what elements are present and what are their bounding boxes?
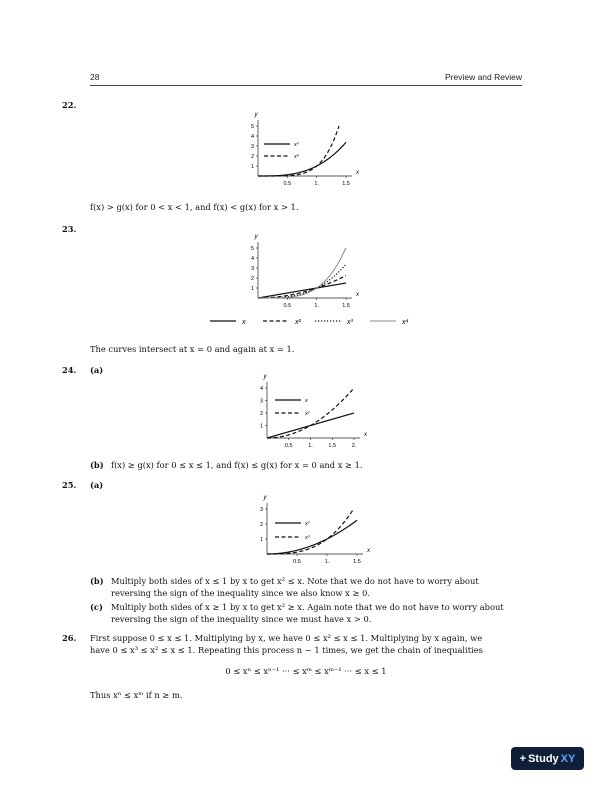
legend-label: x	[305, 398, 308, 404]
problem-25-part-b-text: Multiply both sides of x ≤ 1 by x to get x² ≤ x. Note that we do not have to worry about reversing the sign of the inequality since we also know x ≥ 0.	[111, 576, 479, 598]
y-tick-label: 1	[250, 286, 254, 292]
y-tick-label: 4	[250, 256, 254, 262]
brand-name-study: Study	[528, 752, 559, 765]
problem-25-part-b: (b)	[90, 576, 104, 586]
y-tick-label: 1	[259, 537, 263, 543]
y-tick-label: 3	[250, 144, 254, 150]
legend-label: x³	[294, 142, 299, 148]
problem-26-conclusion: Thus xⁿ ≤ xᵐ if n ≥ m.	[90, 690, 183, 700]
legend-label: x	[242, 319, 246, 326]
y-tick-label: 1	[259, 423, 263, 430]
x-tick-label: 1.5	[342, 303, 350, 309]
y-tick-label: 5	[250, 246, 254, 252]
legend-label: x⁵	[294, 154, 300, 160]
chart-25	[255, 486, 380, 568]
y-tick-label: 2	[250, 154, 254, 160]
problem-25-number: 25.	[62, 480, 77, 490]
legend-label: x³	[347, 319, 353, 326]
running-header: Preview and Review	[444, 72, 522, 82]
series-line	[258, 283, 346, 298]
y-tick-label: 3	[259, 398, 263, 405]
series-line	[267, 388, 354, 438]
legend-label: x²	[305, 411, 310, 417]
y-axis-label: y	[254, 234, 258, 240]
legend-label: x³	[305, 535, 310, 541]
x-tick-label: 0.5	[293, 559, 301, 565]
x-tick-label: 2.	[351, 443, 357, 449]
x-tick-label: 1.	[314, 181, 319, 187]
studyxy-logo	[511, 747, 584, 770]
y-tick-label: 1	[250, 164, 254, 170]
problem-26-number: 26.	[62, 633, 77, 643]
x-tick-label: 1.	[308, 443, 313, 449]
series-line	[267, 520, 357, 554]
x-tick-label: 0.5	[283, 181, 292, 187]
series-line	[258, 264, 346, 298]
x-axis-label: x	[367, 548, 370, 554]
y-axis-label: y	[263, 495, 267, 501]
legend-label: x⁴	[402, 319, 409, 326]
x-tick-label: 1.	[314, 303, 319, 309]
y-tick-label: 2	[259, 411, 263, 417]
y-axis-label: y	[263, 374, 267, 380]
plus-icon: +	[519, 752, 527, 765]
chart-23	[240, 230, 375, 315]
x-tick-label: 1.	[324, 559, 330, 565]
problem-24-part-b-text: f(x) ≥ g(x) for 0 ≤ x ≤ 1, and f(x) ≤ g(x) for x = 0 and x ≥ 1.	[111, 460, 363, 470]
problem-25-part-c-text: Multiply both sides of x ≥ 1 by x to get x² ≥ x. Again note that we do not have to worry about reversing the sign of the inequality since we must have x > 0.	[111, 602, 504, 624]
y-tick-label: 5	[250, 124, 254, 130]
y-tick-label: 2	[250, 276, 254, 282]
y-axis-label: y	[254, 112, 258, 118]
x-axis-label: x	[356, 170, 360, 176]
y-tick-label: 3	[250, 266, 254, 272]
brand-name-xy: XY	[560, 752, 576, 765]
y-tick-label: 4	[259, 386, 263, 392]
x-axis-label: x	[356, 292, 360, 298]
problem-25-part-c: (c)	[90, 602, 103, 612]
series-line	[258, 142, 346, 176]
chart-23-legend	[205, 313, 425, 329]
x-tick-label: 0.5	[284, 443, 293, 449]
problem-22-statement: f(x) > g(x) for 0 < x < 1, and f(x) < g(x) for x > 1.	[90, 202, 299, 212]
chart-24	[255, 370, 380, 452]
problem-24-number: 24.	[62, 365, 77, 375]
problem-24-part-b: (b)	[90, 460, 104, 470]
legend-label: x²	[305, 521, 310, 527]
x-tick-label: 1.5	[328, 443, 337, 449]
problem-22-number: 22.	[62, 100, 77, 110]
problem-24-part-a: (a)	[90, 365, 104, 375]
problem-23-statement: The curves intersect at x = 0 and again at x = 1.	[90, 344, 295, 354]
problem-26-line-2: have 0 ≤ x³ ≤ x² ≤ x ≤ 1. Repeating this process n − 1 times, we get the chain of inequalities	[90, 645, 483, 655]
chart-22	[240, 112, 375, 197]
page-number: 28	[90, 72, 100, 82]
problem-26-line-1: First suppose 0 ≤ x ≤ 1. Multiplying by x, we have 0 ≤ x² ≤ x ≤ 1. Multiplying by x again, we	[90, 633, 483, 643]
header-rule	[90, 85, 522, 86]
y-tick-label: 2	[259, 522, 263, 528]
x-axis-label: x	[364, 432, 367, 438]
problem-23-number: 23.	[62, 224, 77, 234]
series-line	[258, 126, 339, 176]
y-tick-label: 3	[259, 507, 263, 513]
problem-26-equation: 0 ≤ xⁿ ≤ xⁿ⁻¹ ··· ≤ xᵐ ≤ xᵐ⁻¹ ··· ≤ x ≤ 1	[225, 666, 387, 676]
y-tick-label: 4	[250, 134, 254, 140]
x-tick-label: 0.5	[283, 303, 292, 309]
x-tick-label: 1.5	[353, 559, 361, 565]
x-tick-label: 1.5	[342, 181, 350, 187]
legend-label: x²	[295, 319, 301, 326]
problem-25-part-a: (a)	[90, 480, 104, 490]
